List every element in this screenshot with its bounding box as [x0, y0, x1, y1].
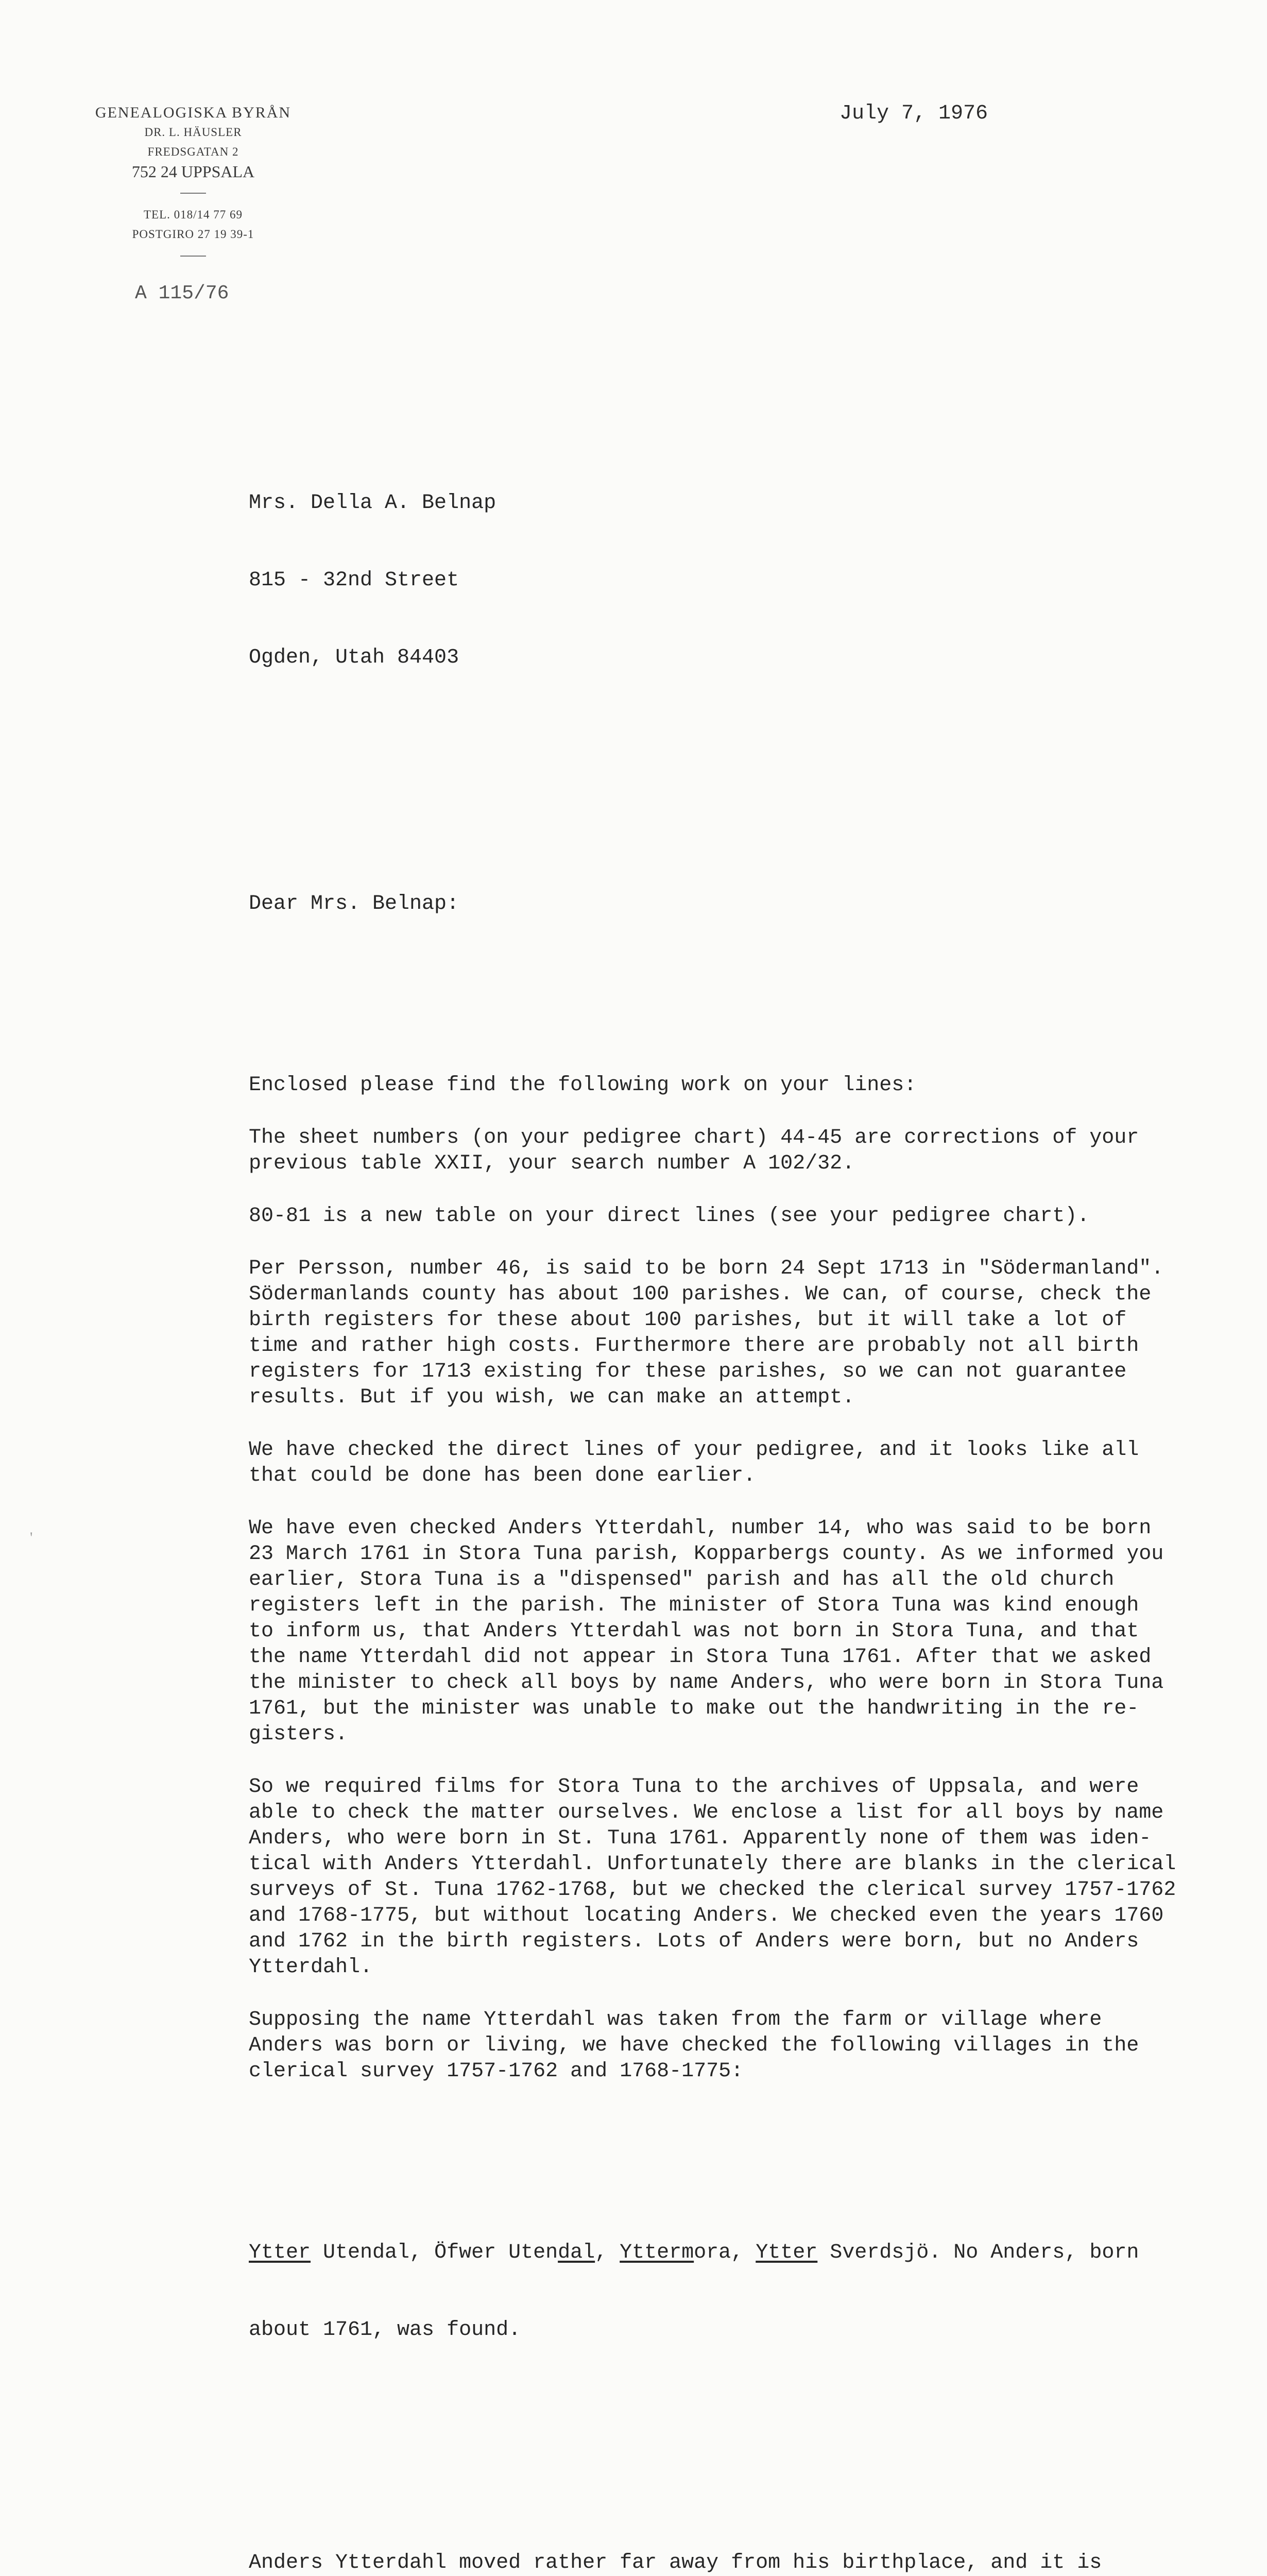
paragraph — [249, 1256, 1207, 1411]
villages-line-2: about 1761, was found. — [249, 2318, 521, 2342]
paragraph-line: We have even checked Anders Ytterdahl, number 14, who was said to be born — [249, 1517, 1152, 1540]
margin-mark: ' — [30, 1529, 33, 1546]
spacer — [249, 1411, 1207, 1437]
village-text: Utendal, Öfwer Uten — [311, 2241, 558, 2264]
spacer — [249, 1980, 1207, 2007]
paragraph — [249, 2007, 1207, 2084]
letter-body — [249, 387, 1207, 2576]
paragraph-line: 23 March 1761 in Stora Tuna parish, Kopparbergs county. As we informed you — [249, 1543, 1164, 1566]
paragraph-line: and 1762 in the birth registers. Lots of Anders were born, but no Anders — [249, 1930, 1139, 1953]
spacer — [249, 2084, 1207, 2111]
letterhead-street: FREDSGATAN 2 — [147, 145, 239, 158]
letterhead-person: DR. L. HÄUSLER — [144, 126, 242, 139]
paragraph — [249, 1125, 1207, 1177]
paragraph-line: Södermanlands county has about 100 parishes. We can, of course, check the — [249, 1283, 1152, 1306]
paragraph-line: birth registers for these about 100 parishes, but it will take a lot of — [249, 1309, 1127, 1332]
village-text: ora, — [694, 2241, 756, 2264]
paragraph — [249, 1774, 1207, 1980]
recipient-name: Mrs. Della A. Belnap — [249, 492, 496, 515]
paragraph-line: 80-81 is a new table on your direct lines (see your pedigree chart). — [249, 1205, 1090, 1228]
villages-line — [249, 2240, 1207, 2266]
paragraph-line: Anders was born or living, we have checked the following villages in the — [249, 2034, 1139, 2057]
paragraph-line: earlier, Stora Tuna is a "dispensed" parish and has all the old church — [249, 1568, 1115, 1591]
paragraph-line: time and rather high costs. Furthermore there are probably not all birth — [249, 1334, 1139, 1358]
recipient-city: Ogden, Utah 84403 — [249, 646, 459, 669]
village-ytterm: Ytterm — [620, 2241, 694, 2264]
paragraph-line: clerical survey 1757-1762 and 1768-1775: — [249, 2060, 744, 2083]
village-dal: dal — [558, 2241, 595, 2264]
final-paragraph — [249, 2550, 1207, 2576]
paragraph-line: So we required films for Stora Tuna to the archives of Uppsala, and were — [249, 1775, 1139, 1799]
paragraph-line: able to check the matter ourselves. We enclose a list for all boys by name — [249, 1801, 1164, 1824]
paragraph-line: the name Ytterdahl did not appear in Stora Tuna 1761. After that we asked — [249, 1646, 1152, 1669]
letterhead-tel: TEL. 018/14 77 69 — [143, 208, 243, 221]
paragraph-line: the minister to check all boys by name Anders, who were born in Stora Tuna — [249, 1671, 1164, 1694]
spacer — [249, 1748, 1207, 1774]
village-text: Sverdsjö. No Anders, born — [817, 2241, 1139, 2264]
paragraph-line: tical with Anders Ytterdahl. Unfortunately there are blanks in the clerical — [249, 1853, 1176, 1876]
paragraph-line: registers left in the parish. The minister of Stora Tuna was kind enough — [249, 1594, 1139, 1617]
paragraph-line: results. But if you wish, we can make an attempt. — [249, 1386, 855, 1409]
letterhead-divider — [180, 256, 206, 257]
paragraph-line: registers for 1713 existing for these parishes, so we can not guarantee — [249, 1360, 1127, 1383]
village-ytter: Ytter — [756, 2241, 818, 2264]
paragraph-line: Anders Ytterdahl moved rather far away from his birthplace, and it is — [249, 2551, 1102, 2574]
paragraph-line: that could be done has been done earlier. — [249, 1464, 756, 1487]
village-ytter: Ytter — [249, 2241, 311, 2264]
paragraph-line: We have checked the direct lines of your pedigree, and it looks like all — [249, 1438, 1139, 1462]
paragraph — [249, 1073, 1207, 1098]
spacer — [249, 969, 1207, 995]
spacer — [249, 774, 1207, 840]
paragraphs — [249, 1073, 1207, 2111]
letterhead-postgiro: POSTGIRO 27 19 39-1 — [132, 228, 254, 241]
paragraph-line: The sheet numbers (on your pedigree chart) 44-45 are corrections of your — [249, 1126, 1139, 1149]
spacer — [249, 1489, 1207, 1516]
paragraph-line: previous table XXII, your search number A 102/32. — [249, 1152, 855, 1175]
paragraph-line: Supposing the name Ytterdahl was taken from the farm or village where — [249, 2008, 1102, 2031]
letterhead — [88, 103, 299, 268]
paragraph-line: Anders, who were born in St. Tuna 1761. Apparently none of them was iden- — [249, 1827, 1152, 1850]
paragraph-line: 1761, but the minister was unable to make out the handwriting in the re- — [249, 1697, 1139, 1720]
spacer — [249, 2446, 1207, 2473]
spacer — [249, 1098, 1207, 1125]
salutation: Dear Mrs. Belnap: — [249, 892, 459, 916]
paragraph-line: Per Persson, number 46, is said to be born 24 Sept 1713 in "Södermanland". — [249, 1257, 1164, 1280]
paragraph-line: gisters. — [249, 1723, 348, 1746]
letterhead-company: GENEALOGISKA BYRÅN — [95, 104, 292, 121]
recipient-street: 815 - 32nd Street — [249, 569, 459, 592]
paragraph — [249, 1516, 1207, 1748]
reference-number: A 115/76 — [135, 282, 229, 304]
letterhead-city: 752 24 UPPSALA — [131, 162, 255, 181]
spacer — [249, 1229, 1207, 1256]
paragraph-line: Ytterdahl. — [249, 1956, 373, 1979]
paragraph — [249, 1437, 1207, 1489]
spacer — [249, 1177, 1207, 1204]
paragraph-line: and 1768-1775, but without locating Anders. We checked even the years 1760 — [249, 1904, 1164, 1927]
letterhead-divider — [180, 193, 206, 194]
paragraph-line: to inform us, that Anders Ytterdahl was not born in Stora Tuna, and that — [249, 1620, 1139, 1643]
letter-date: July 7, 1976 — [840, 102, 988, 125]
paragraph — [249, 1204, 1207, 1229]
village-sep: , — [595, 2241, 620, 2264]
paragraph-line: surveys of St. Tuna 1762-1768, but we checked the clerical survey 1757-1762 — [249, 1878, 1176, 1902]
paragraph-line: Enclosed please find the following work on your lines: — [249, 1074, 917, 1097]
recipient-address — [249, 439, 1207, 722]
villages-paragraph — [249, 2189, 1207, 2395]
